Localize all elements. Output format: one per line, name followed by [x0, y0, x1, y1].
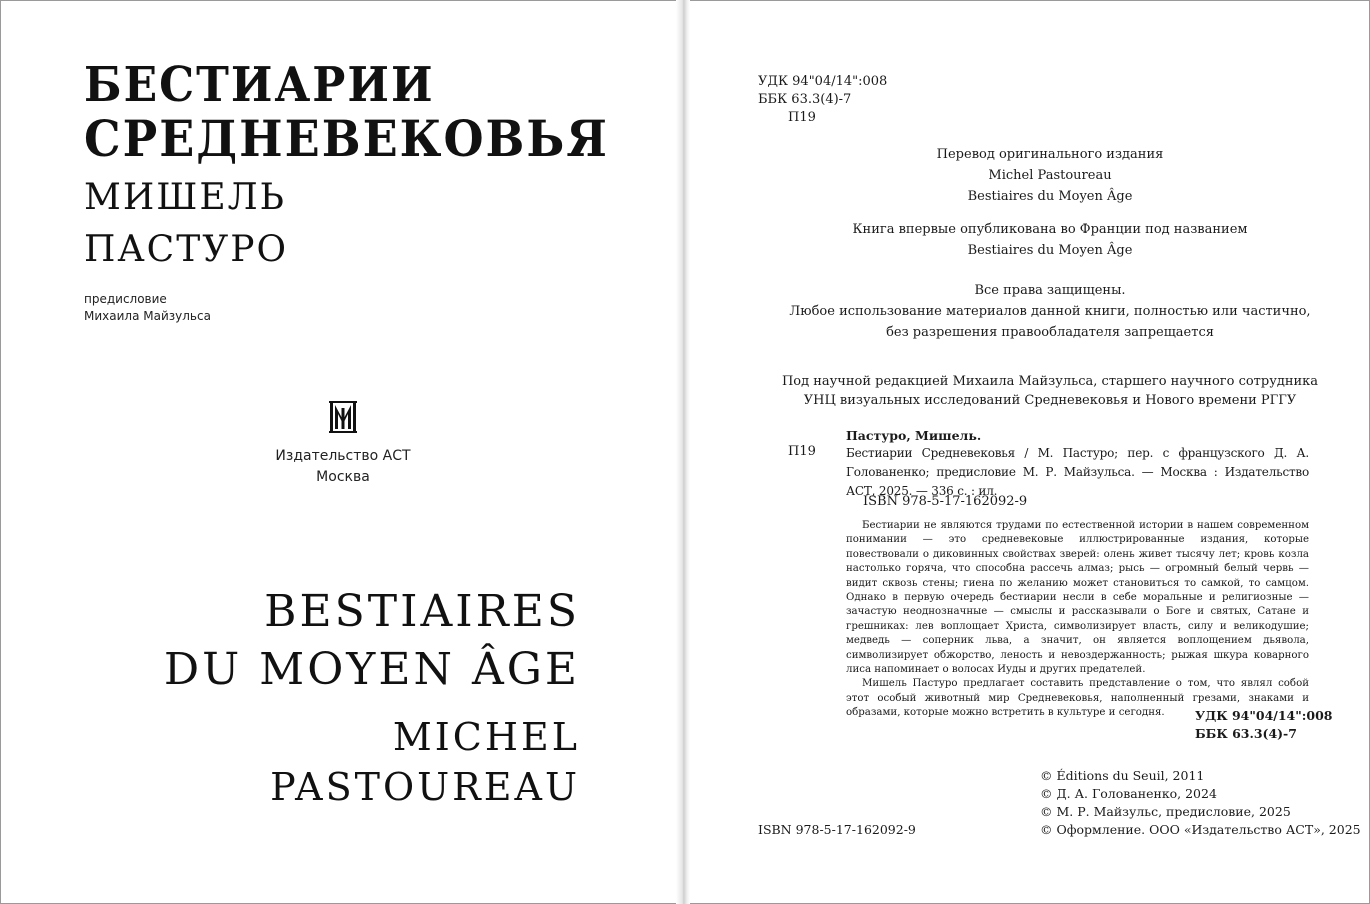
- editor-line2: УНЦ визуальных исследований Средневековья и Нового времени РГГУ: [803, 393, 1297, 408]
- editor-line1: Под научной редакцией Михаила Майзульса, старшего научного сотрудника: [781, 374, 1319, 389]
- annotation-paragraph-1: Бестиарии не являются трудами по естественной истории в нашем современном понимании — это средневековые иллюстрированные издания, которые повествовали о диковинных свойствах зверей: олень живет тысячу лет; кровь козла настолько горяча, что способна рассечь алмаз; рысь — огромный белый червь — видит сквозь стены; гиена по желанию может становиться то самкой, то самцом. Однако в первую очередь бестиарии несли в себе моральные и религиозные — зачастую неоднозначные — смыслы и рассказывали о Боге и святых, Сатане и грешниках: лев воплощает Христа, символизирует власть, силу и великодушие; медведь — соперник льва, а значит, он является воплощением дьявола, символизирует обжорство, леность и невоздержанность; рыжая шкура коварного лиса напоминает о волосах Иуды и других предателей.: [846, 520, 1309, 676]
- rights-line1: Все права защищены.: [974, 283, 1126, 298]
- copyright-line2: © Д. А. Голованенко, 2024: [1040, 786, 1217, 801]
- code-top: П19: [788, 110, 816, 125]
- rights-line3: без разрешения правообладателя запрещается: [886, 325, 1214, 340]
- preface-label: предисловие: [84, 292, 167, 306]
- preface-author: Михаила Майзульса: [84, 309, 211, 323]
- title-fr-line2: DU MOYEN ÂGE: [163, 644, 580, 695]
- bbk-top: ББК 63.3(4)-7: [758, 92, 852, 107]
- orig-edition-line2: Michel Pastoureau: [988, 168, 1112, 183]
- udk-top: УДК 94"04/14":008: [758, 74, 888, 89]
- orig-edition-line1: Перевод оригинального издания: [936, 147, 1164, 162]
- title-fr-line1: BESTIAIRES: [264, 586, 580, 637]
- publisher-city: Москва: [316, 469, 370, 485]
- bibl-description: Бестиарии Средневековья / М. Пастуро; пер. с французского Д. А. Голованенко; предисловие М. Р. Майзульса. — Москва : Издательство АСТ, 2025. — 336 с. : ил.: [846, 446, 1309, 498]
- book-spine: [676, 0, 690, 904]
- copyright-line3: © М. Р. Майзульс, предисловие, 2025: [1040, 804, 1291, 819]
- title-ru-line2: СРЕДНЕВЕКОВЬЯ: [84, 109, 609, 168]
- bibl-code: П19: [788, 444, 816, 459]
- publisher-logo-icon: [328, 400, 358, 434]
- author-ru-line2: ПАСТУРО: [84, 229, 288, 270]
- isbn-mid: ISBN 978-5-17-162092-9: [863, 494, 1028, 509]
- publisher-name: Издательство АСТ: [275, 448, 411, 464]
- author-fr-line1: MICHEL: [392, 715, 580, 759]
- annotation-paragraph-2: Мишель Пастуро предлагает составить представление о том, что являл собой этот особый животный мир Средневековья, наполненный грезами, знаками и образами, которые можно встретить в культуре и сегодня.: [846, 678, 1309, 719]
- orig-edition-line3: Bestiaires du Moyen Âge: [967, 189, 1133, 204]
- bbk-bottom: ББК 63.3(4)-7: [1195, 726, 1297, 741]
- udk-bottom: УДК 94"04/14":008: [1195, 708, 1333, 723]
- isbn-bottom: ISBN 978-5-17-162092-9: [758, 822, 916, 837]
- first-pub-line2: Bestiaires du Moyen Âge: [967, 243, 1133, 258]
- title-ru-line1: БЕСТИАРИИ: [84, 57, 435, 113]
- first-pub-line1: Книга впервые опубликована во Франции под названием: [852, 222, 1248, 237]
- copyright-line4: © Оформление. ООО «Издательство АСТ», 2025: [1040, 822, 1361, 837]
- author-fr-line2: PASTOUREAU: [270, 765, 580, 809]
- annotation: [846, 519, 1309, 721]
- rights-line2: Любое использование материалов данной книги, полностью или частично,: [789, 304, 1311, 319]
- bibl-author: Пастуро, Мишель.: [846, 428, 982, 443]
- copyright-line1: © Éditions du Seuil, 2011: [1040, 768, 1205, 783]
- author-ru-line1: МИШЕЛЬ: [84, 177, 286, 218]
